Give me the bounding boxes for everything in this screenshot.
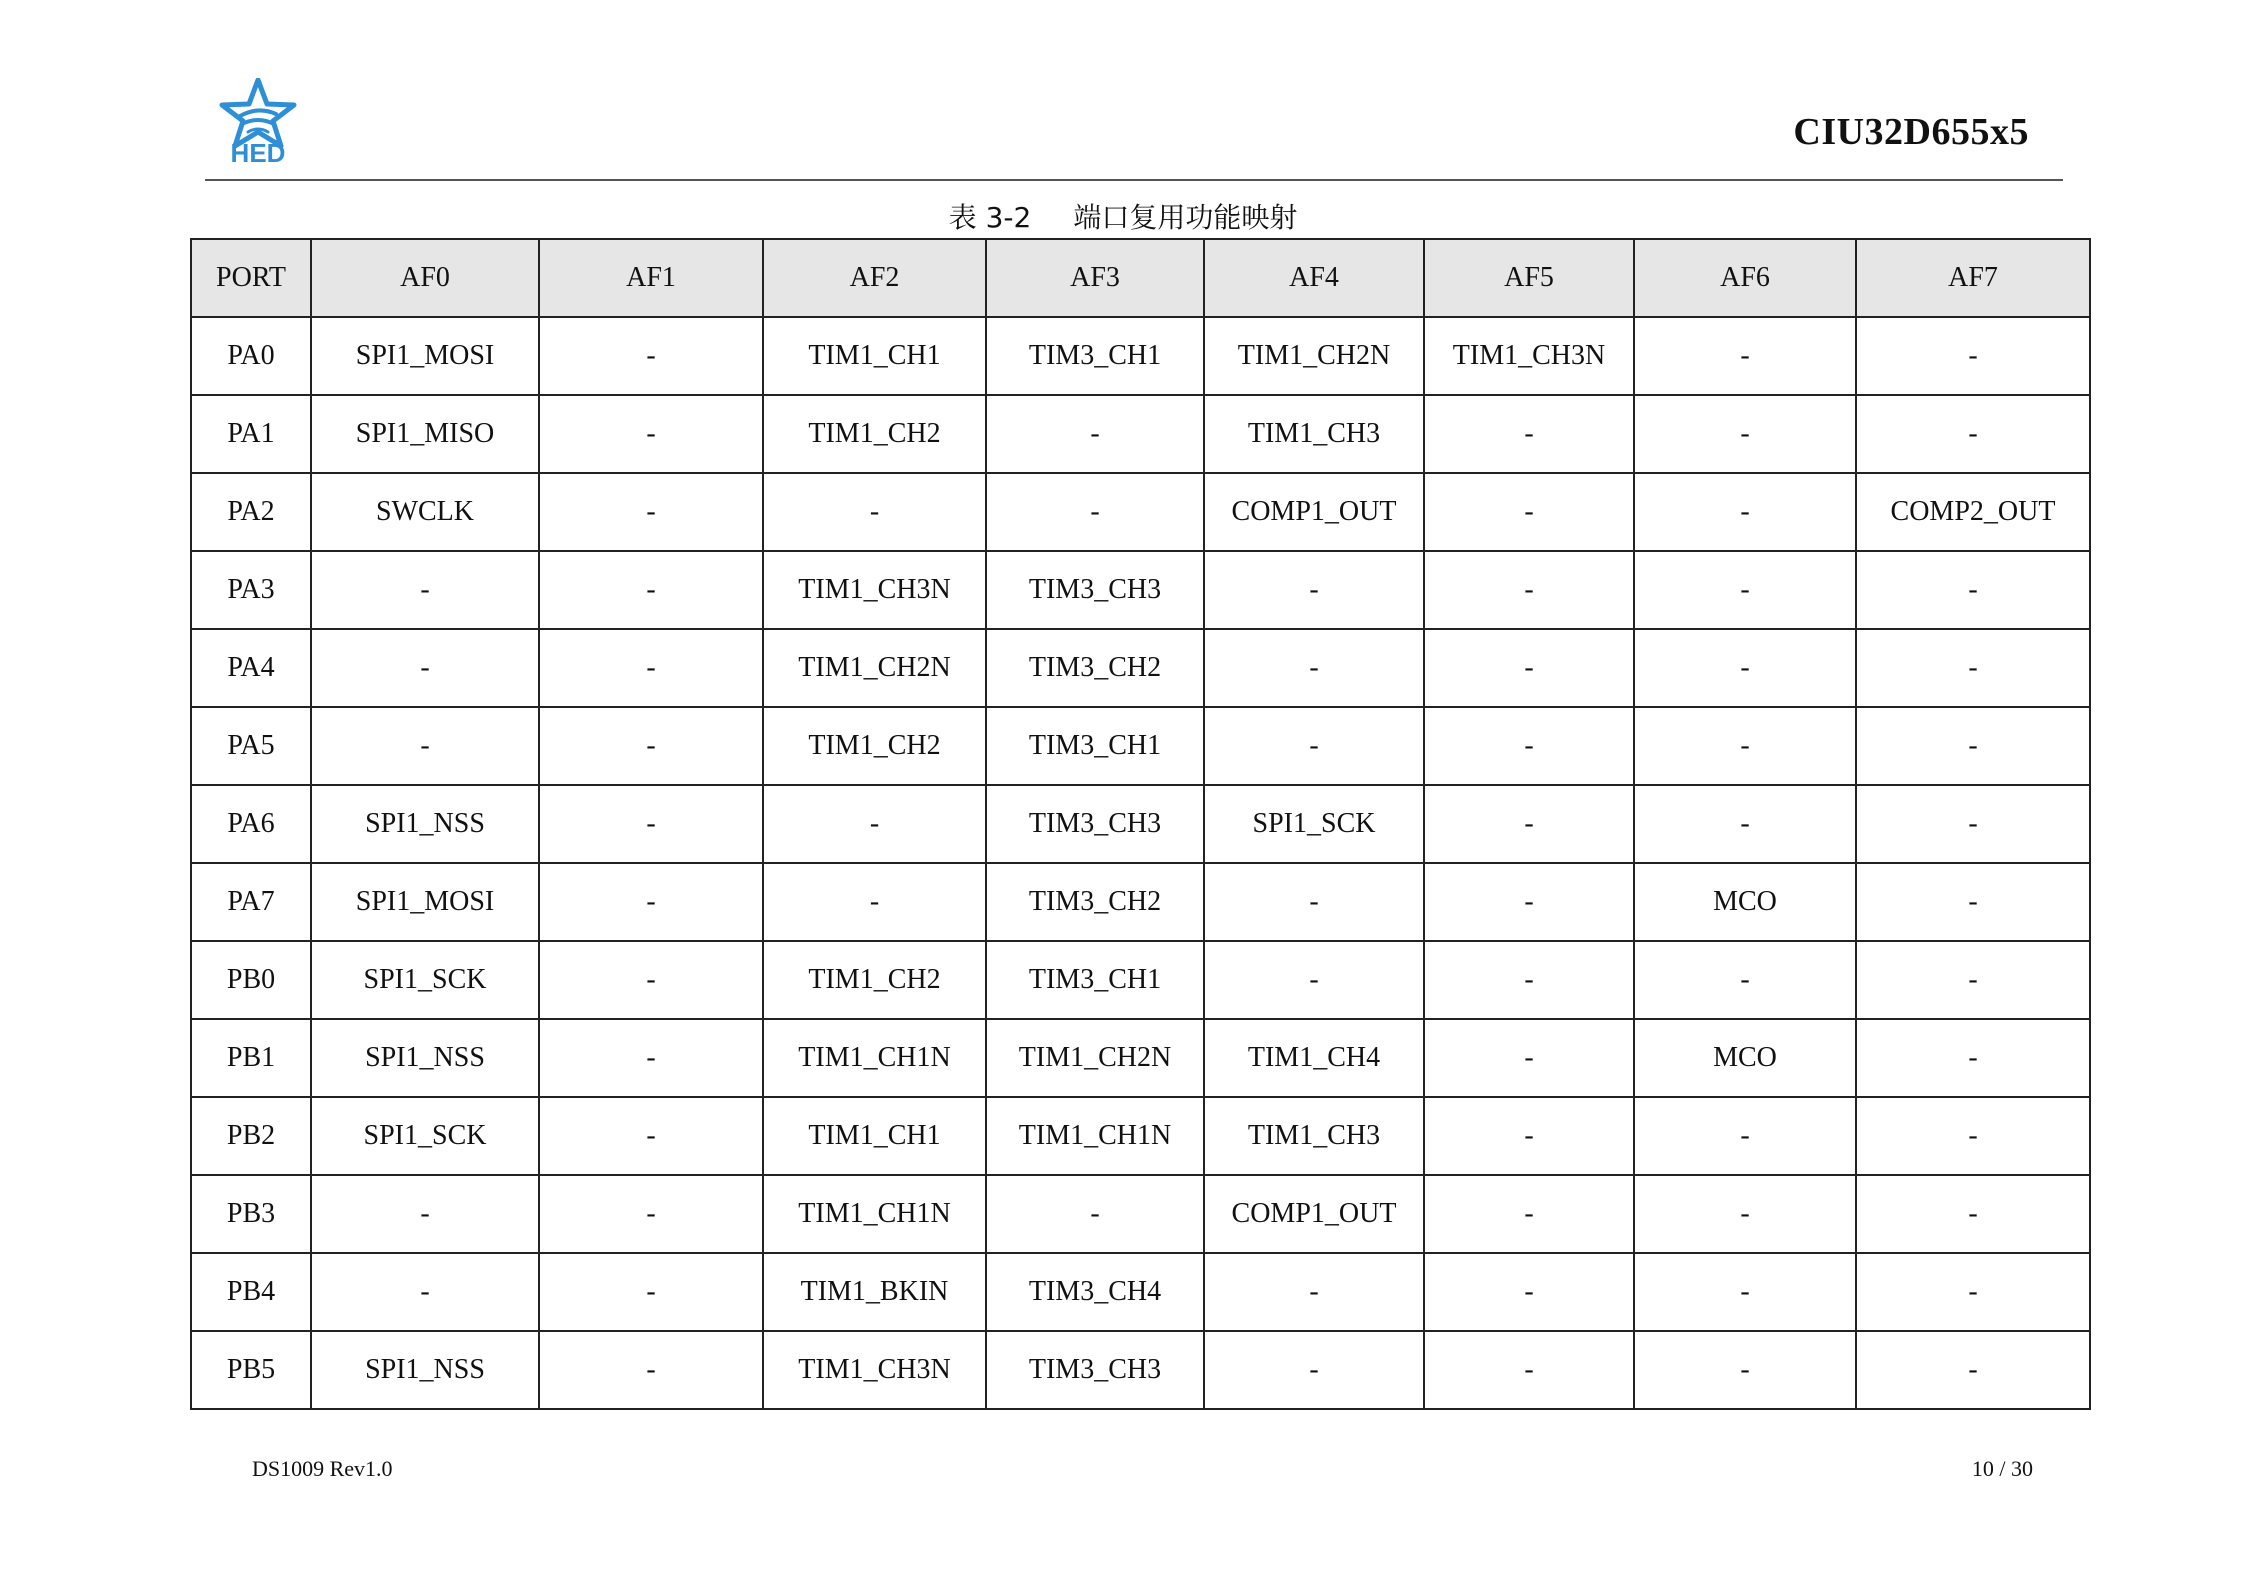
port-name-cell: PA4 <box>191 629 311 707</box>
function-cell: - <box>539 473 763 551</box>
table-row <box>191 785 2090 863</box>
function-cell: - <box>1856 1019 2090 1097</box>
function-cell: - <box>539 1331 763 1409</box>
hed-star-logo-icon <box>218 78 298 164</box>
function-cell: SPI1_MOSI <box>311 863 539 941</box>
function-cell: - <box>1634 941 1856 1019</box>
table-header-row <box>191 239 2090 317</box>
function-cell: - <box>1204 863 1424 941</box>
function-cell: TIM1_CH1N <box>986 1097 1204 1175</box>
column-header-af6: AF6 <box>1634 239 1856 317</box>
function-cell: - <box>1856 629 2090 707</box>
function-cell: - <box>763 473 986 551</box>
table-row <box>191 1253 2090 1331</box>
function-cell: - <box>1424 473 1634 551</box>
function-cell: - <box>539 941 763 1019</box>
table-row <box>191 395 2090 473</box>
function-cell: TIM1_CH2 <box>763 941 986 1019</box>
column-header-af7: AF7 <box>1856 239 2090 317</box>
function-cell: TIM3_CH1 <box>986 707 1204 785</box>
function-cell: - <box>986 473 1204 551</box>
function-cell: TIM3_CH2 <box>986 863 1204 941</box>
function-cell: - <box>1856 1097 2090 1175</box>
function-cell: - <box>1856 1253 2090 1331</box>
function-cell: - <box>1424 629 1634 707</box>
function-cell: TIM1_CH2 <box>763 395 986 473</box>
table-title: 端口复用功能映射 <box>1073 201 1298 234</box>
function-cell: TIM1_CH2N <box>986 1019 1204 1097</box>
function-cell: SPI1_SCK <box>311 1097 539 1175</box>
function-cell: - <box>539 317 763 395</box>
function-cell: - <box>539 863 763 941</box>
function-cell: MCO <box>1634 1019 1856 1097</box>
alternate-function-table <box>190 238 2091 1410</box>
table-number: 表 3-2 <box>948 201 1032 234</box>
function-cell: COMP1_OUT <box>1204 473 1424 551</box>
function-cell: - <box>311 629 539 707</box>
table-caption <box>0 196 2246 236</box>
port-name-cell: PA5 <box>191 707 311 785</box>
function-cell: - <box>1856 551 2090 629</box>
function-cell: SPI1_NSS <box>311 1331 539 1409</box>
port-name-cell: PA3 <box>191 551 311 629</box>
function-cell: SWCLK <box>311 473 539 551</box>
function-cell: - <box>1856 707 2090 785</box>
function-cell: TIM1_CH1N <box>763 1175 986 1253</box>
document-title: CIU32D655x5 <box>1793 111 2029 153</box>
function-cell: - <box>1856 395 2090 473</box>
function-cell: - <box>1634 473 1856 551</box>
table-body <box>191 317 2090 1409</box>
port-name-cell: PB0 <box>191 941 311 1019</box>
table-row <box>191 863 2090 941</box>
function-cell: SPI1_SCK <box>1204 785 1424 863</box>
function-cell: - <box>1634 707 1856 785</box>
function-cell: - <box>311 551 539 629</box>
function-cell: - <box>539 1097 763 1175</box>
function-cell: TIM1_BKIN <box>763 1253 986 1331</box>
function-cell: - <box>1204 941 1424 1019</box>
function-cell: TIM1_CH1N <box>763 1019 986 1097</box>
column-header-af3: AF3 <box>986 239 1204 317</box>
function-cell: - <box>311 1175 539 1253</box>
function-cell: - <box>1634 317 1856 395</box>
function-cell: - <box>1424 707 1634 785</box>
port-name-cell: PB4 <box>191 1253 311 1331</box>
function-cell: - <box>1424 395 1634 473</box>
function-cell: - <box>1424 1097 1634 1175</box>
port-name-cell: PA0 <box>191 317 311 395</box>
port-name-cell: PB1 <box>191 1019 311 1097</box>
function-cell: - <box>1424 551 1634 629</box>
function-cell: - <box>763 863 986 941</box>
function-cell: - <box>1424 785 1634 863</box>
function-cell: - <box>539 551 763 629</box>
function-cell: - <box>986 395 1204 473</box>
port-name-cell: PA6 <box>191 785 311 863</box>
function-cell: - <box>1634 551 1856 629</box>
table-row <box>191 473 2090 551</box>
function-cell: TIM1_CH2N <box>763 629 986 707</box>
port-name-cell: PB3 <box>191 1175 311 1253</box>
function-cell: - <box>311 1253 539 1331</box>
footer-page-number: 10 / 30 <box>1971 1456 2033 1481</box>
function-cell: - <box>539 1253 763 1331</box>
function-cell: TIM1_CH1 <box>763 317 986 395</box>
function-cell: - <box>539 629 763 707</box>
function-cell: - <box>1856 863 2090 941</box>
table-row <box>191 629 2090 707</box>
function-cell: - <box>1204 1253 1424 1331</box>
table-row <box>191 1331 2090 1409</box>
port-name-cell: PB5 <box>191 1331 311 1409</box>
column-header-port: PORT <box>191 239 311 317</box>
function-cell: - <box>1424 1331 1634 1409</box>
function-cell: TIM3_CH1 <box>986 941 1204 1019</box>
function-cell: COMP2_OUT <box>1856 473 2090 551</box>
function-cell: - <box>1634 629 1856 707</box>
function-cell: TIM3_CH2 <box>986 629 1204 707</box>
function-cell: - <box>1424 1019 1634 1097</box>
function-cell: SPI1_MISO <box>311 395 539 473</box>
function-cell: TIM3_CH1 <box>986 317 1204 395</box>
function-cell: COMP1_OUT <box>1204 1175 1424 1253</box>
port-name-cell: PB2 <box>191 1097 311 1175</box>
function-cell: TIM1_CH2N <box>1204 317 1424 395</box>
logo-text: HED <box>230 138 286 164</box>
function-cell: TIM1_CH1 <box>763 1097 986 1175</box>
function-cell: SPI1_SCK <box>311 941 539 1019</box>
function-cell: - <box>1204 707 1424 785</box>
table-row <box>191 551 2090 629</box>
table-row <box>191 1097 2090 1175</box>
function-cell: - <box>539 1175 763 1253</box>
column-header-af2: AF2 <box>763 239 986 317</box>
port-name-cell: PA2 <box>191 473 311 551</box>
function-cell: - <box>1634 395 1856 473</box>
function-cell: - <box>539 707 763 785</box>
function-cell: TIM1_CH3N <box>763 1331 986 1409</box>
table-row <box>191 317 2090 395</box>
function-cell: TIM1_CH3 <box>1204 1097 1424 1175</box>
function-cell: SPI1_MOSI <box>311 317 539 395</box>
function-cell: - <box>1424 1175 1634 1253</box>
function-cell: - <box>1634 1331 1856 1409</box>
function-cell: - <box>1856 1175 2090 1253</box>
function-cell: - <box>763 785 986 863</box>
function-cell: TIM3_CH3 <box>986 551 1204 629</box>
port-name-cell: PA1 <box>191 395 311 473</box>
function-cell: - <box>1634 1097 1856 1175</box>
function-cell: TIM1_CH4 <box>1204 1019 1424 1097</box>
function-cell: - <box>539 395 763 473</box>
function-cell: TIM1_CH3N <box>1424 317 1634 395</box>
table-row <box>191 1175 2090 1253</box>
function-cell: TIM3_CH3 <box>986 785 1204 863</box>
function-cell: - <box>1204 1331 1424 1409</box>
function-cell: - <box>539 785 763 863</box>
function-cell: - <box>1856 785 2090 863</box>
function-cell: - <box>1204 551 1424 629</box>
function-cell: TIM1_CH2 <box>763 707 986 785</box>
function-cell: - <box>1856 317 2090 395</box>
footer-doc-id: DS1009 Rev1.0 <box>252 1456 393 1481</box>
column-header-af0: AF0 <box>311 239 539 317</box>
function-cell: - <box>1856 1331 2090 1409</box>
function-cell: TIM3_CH4 <box>986 1253 1204 1331</box>
function-cell: TIM3_CH3 <box>986 1331 1204 1409</box>
function-cell: - <box>986 1175 1204 1253</box>
function-cell: - <box>1634 1253 1856 1331</box>
function-cell: - <box>1424 1253 1634 1331</box>
function-cell: - <box>1634 1175 1856 1253</box>
function-cell: SPI1_NSS <box>311 1019 539 1097</box>
function-cell: - <box>1424 941 1634 1019</box>
port-name-cell: PA7 <box>191 863 311 941</box>
function-cell: - <box>1424 863 1634 941</box>
column-header-af4: AF4 <box>1204 239 1424 317</box>
column-header-af5: AF5 <box>1424 239 1634 317</box>
function-cell: MCO <box>1634 863 1856 941</box>
table-row <box>191 707 2090 785</box>
function-cell: SPI1_NSS <box>311 785 539 863</box>
function-cell: - <box>311 707 539 785</box>
hed-logo <box>218 78 298 164</box>
function-cell: TIM1_CH3N <box>763 551 986 629</box>
function-cell: TIM1_CH3 <box>1204 395 1424 473</box>
table-row <box>191 1019 2090 1097</box>
header-divider <box>205 179 2063 181</box>
function-cell: - <box>539 1019 763 1097</box>
function-cell: - <box>1204 629 1424 707</box>
function-cell: - <box>1634 785 1856 863</box>
table-row <box>191 941 2090 1019</box>
function-cell: - <box>1856 941 2090 1019</box>
column-header-af1: AF1 <box>539 239 763 317</box>
